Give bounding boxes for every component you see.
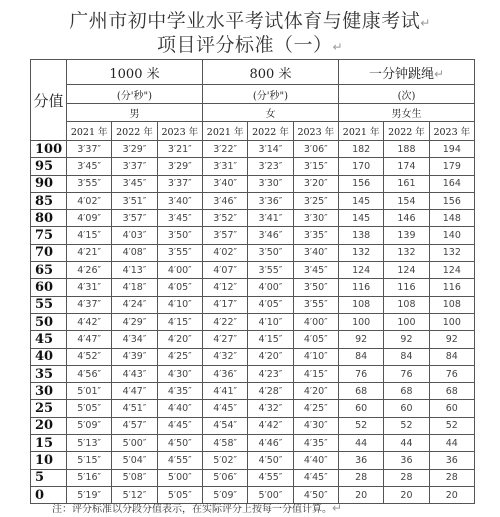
table-cell: 4′15″ [248, 331, 293, 348]
table-cell: 76 [338, 365, 383, 382]
table-cell: 4′22″ [202, 313, 247, 330]
table-row [31, 435, 475, 452]
table-cell: 4′05″ [293, 331, 338, 348]
table-cell: 4′39″ [112, 348, 157, 365]
table-cell: 4′45″ [293, 469, 338, 486]
table-cell: 5′19″ [67, 486, 112, 503]
paragraph-mark-icon: ↵ [332, 40, 344, 54]
table-cell: 4′20″ [157, 331, 202, 348]
table-cell: 3′55″ [157, 244, 202, 261]
table-cell: 156 [429, 192, 474, 209]
table-row [31, 262, 475, 279]
table-cell: 5′04″ [112, 452, 157, 469]
table-cell: 3′46″ [202, 192, 247, 209]
event-header-rope-skipping: 一分钟跳绳↵ [338, 60, 474, 85]
table-cell: 3′45″ [157, 210, 202, 227]
table-cell: 4′54″ [202, 417, 247, 434]
table-cell: 4′45″ [157, 417, 202, 434]
table-cell: 132 [429, 244, 474, 261]
score-value: 65 [31, 262, 67, 279]
table-cell: 4′28″ [248, 383, 293, 400]
table-cell: 5′12″ [112, 486, 157, 503]
table-cell: 4′55″ [248, 469, 293, 486]
table-cell: 3′31″ [202, 158, 247, 175]
table-cell: 145 [338, 210, 383, 227]
table-cell: 4′56″ [67, 365, 112, 382]
document-title-line2: 项目评分标准（一）↵ [156, 34, 344, 56]
table-row [31, 296, 475, 313]
table-cell: 5′16″ [67, 469, 112, 486]
table-cell: 3′36″ [248, 192, 293, 209]
table-cell: 68 [338, 383, 383, 400]
score-value: 90 [31, 175, 67, 192]
table-cell: 3′55″ [248, 262, 293, 279]
table-cell: 3′30″ [248, 175, 293, 192]
table-cell: 5′05″ [67, 400, 112, 417]
table-cell: 116 [338, 279, 383, 296]
year-header: 2023 年 [429, 122, 474, 141]
table-cell: 3′40″ [157, 192, 202, 209]
table-cell: 3′45″ [112, 175, 157, 192]
table-cell: 4′02″ [202, 244, 247, 261]
table-cell: 4′47″ [112, 383, 157, 400]
table-cell: 156 [338, 175, 383, 192]
score-value: 35 [31, 365, 67, 382]
table-cell: 20 [338, 486, 383, 503]
table-cell: 3′37″ [67, 141, 112, 158]
table-row [31, 469, 475, 486]
score-value: 40 [31, 348, 67, 365]
table-cell: 92 [429, 331, 474, 348]
table-cell: 4′42″ [67, 313, 112, 330]
score-value: 5 [31, 469, 67, 486]
table-cell: 4′29″ [112, 313, 157, 330]
table-row [31, 141, 475, 158]
score-value: 45 [31, 331, 67, 348]
table-cell: 4′21″ [67, 244, 112, 261]
table-cell: 3′40″ [293, 244, 338, 261]
table-cell: 4′43″ [112, 365, 157, 382]
table-cell: 3′23″ [248, 158, 293, 175]
year-header: 2022 年 [248, 122, 293, 141]
table-cell: 4′52″ [67, 348, 112, 365]
year-header: 2023 年 [157, 122, 202, 141]
table-cell: 68 [384, 383, 429, 400]
table-cell: 3′14″ [248, 141, 293, 158]
table-cell: 76 [429, 365, 474, 382]
document-title-line1: 广州市初中学业水平考试体育与健康考试↵ [69, 10, 431, 32]
table-cell: 4′36″ [202, 365, 247, 382]
table-cell: 100 [338, 313, 383, 330]
table-row [31, 452, 475, 469]
table-cell: 4′25″ [293, 400, 338, 417]
table-cell: 124 [338, 262, 383, 279]
table-cell: 139 [384, 227, 429, 244]
scoring-standard-table [30, 59, 475, 504]
table-cell: 4′31″ [67, 279, 112, 296]
table-cell: 3′57″ [202, 227, 247, 244]
table-cell: 4′58″ [202, 435, 247, 452]
table-cell: 3′45″ [293, 262, 338, 279]
table-cell: 5′02″ [202, 452, 247, 469]
table-cell: 108 [338, 296, 383, 313]
table-cell: 4′10″ [293, 348, 338, 365]
unit-header-800m: (分'秒") [202, 85, 338, 104]
table-cell: 4′37″ [67, 296, 112, 313]
table-cell: 3′55″ [293, 296, 338, 313]
table-cell: 3′37″ [157, 175, 202, 192]
table-cell: 3′29″ [157, 158, 202, 175]
table-cell: 52 [384, 417, 429, 434]
table-row [31, 348, 475, 365]
table-cell: 3′30″ [293, 210, 338, 227]
table-cell: 44 [384, 435, 429, 452]
score-value: 95 [31, 158, 67, 175]
score-value: 85 [31, 192, 67, 209]
table-cell: 170 [338, 158, 383, 175]
table-cell: 4′09″ [67, 210, 112, 227]
table-row [31, 383, 475, 400]
table-cell: 28 [384, 469, 429, 486]
table-cell: 3′52″ [202, 210, 247, 227]
table-cell: 154 [384, 192, 429, 209]
table-cell: 4′46″ [248, 435, 293, 452]
table-cell: 84 [338, 348, 383, 365]
table-row [31, 417, 475, 434]
table-row [31, 400, 475, 417]
table-cell: 52 [338, 417, 383, 434]
table-row [31, 279, 475, 296]
table-cell: 92 [338, 331, 383, 348]
table-cell: 4′55″ [157, 452, 202, 469]
score-value: 55 [31, 296, 67, 313]
table-cell: 140 [429, 227, 474, 244]
paragraph-mark-icon: ↵ [433, 66, 445, 81]
table-cell: 4′50″ [293, 486, 338, 503]
table-cell: 5′05″ [157, 486, 202, 503]
table-cell: 60 [338, 400, 383, 417]
table-cell: 4′05″ [157, 279, 202, 296]
table-cell: 4′20″ [248, 348, 293, 365]
table-cell: 4′35″ [293, 435, 338, 452]
table-cell: 3′45″ [67, 158, 112, 175]
table-cell: 5′13″ [67, 435, 112, 452]
score-value: 70 [31, 244, 67, 261]
table-cell: 5′06″ [202, 469, 247, 486]
table-cell: 20 [384, 486, 429, 503]
footnote: 注：评分标准以分段分值表示，在实际评分上按每一分值计算。↵ [52, 501, 343, 515]
table-cell: 100 [384, 313, 429, 330]
sex-header-both: 男女生 [338, 104, 474, 122]
table-cell: 4′47″ [67, 331, 112, 348]
table-row [31, 175, 475, 192]
table-cell: 36 [338, 452, 383, 469]
table-cell: 100 [429, 313, 474, 330]
table-cell: 92 [384, 331, 429, 348]
table-cell: 188 [384, 141, 429, 158]
table-cell: 28 [338, 469, 383, 486]
table-cell: 4′13″ [112, 262, 157, 279]
event-header-800m: 800 米 [202, 60, 338, 85]
table-cell: 4′25″ [157, 348, 202, 365]
table-cell: 3′46″ [248, 227, 293, 244]
score-value: 75 [31, 227, 67, 244]
table-cell: 108 [429, 296, 474, 313]
year-header: 2022 年 [384, 122, 429, 141]
year-header: 2023 年 [293, 122, 338, 141]
score-value: 30 [31, 383, 67, 400]
score-value: 15 [31, 435, 67, 452]
table-cell: 4′26″ [67, 262, 112, 279]
table-row [31, 192, 475, 209]
table-cell: 3′37″ [112, 158, 157, 175]
table-cell: 84 [384, 348, 429, 365]
table-cell: 4′15″ [157, 313, 202, 330]
table-cell: 148 [429, 210, 474, 227]
table-cell: 4′42″ [248, 417, 293, 434]
table-cell: 5′00″ [157, 469, 202, 486]
table-cell: 3′50″ [157, 227, 202, 244]
table-cell: 4′00″ [248, 279, 293, 296]
table-cell: 3′35″ [293, 227, 338, 244]
table-cell: 4′00″ [157, 262, 202, 279]
table-cell: 174 [384, 158, 429, 175]
table-cell: 4′15″ [67, 227, 112, 244]
table-cell: 4′00″ [293, 313, 338, 330]
table-cell: 5′00″ [248, 486, 293, 503]
table-row [31, 331, 475, 348]
table-cell: 68 [429, 383, 474, 400]
event-header-1000m: 1000 米 [67, 60, 203, 85]
table-cell: 5′08″ [112, 469, 157, 486]
table-cell: 4′40″ [157, 400, 202, 417]
table-cell: 36 [429, 452, 474, 469]
table-cell: 4′24″ [112, 296, 157, 313]
table-cell: 3′25″ [293, 192, 338, 209]
table-row [31, 210, 475, 227]
table-cell: 3′20″ [293, 175, 338, 192]
table-cell: 132 [338, 244, 383, 261]
table-cell: 4′18″ [112, 279, 157, 296]
table-cell: 164 [429, 175, 474, 192]
paragraph-mark-icon: ↵ [332, 501, 343, 515]
paragraph-mark-icon: ↵ [420, 16, 431, 30]
table-cell: 4′27″ [202, 331, 247, 348]
table-cell: 4′40″ [293, 452, 338, 469]
table-cell: 60 [384, 400, 429, 417]
table-cell: 3′40″ [202, 175, 247, 192]
table-cell: 4′50″ [157, 435, 202, 452]
score-value: 20 [31, 417, 67, 434]
table-row [31, 365, 475, 382]
table-cell: 4′32″ [248, 400, 293, 417]
table-cell: 44 [429, 435, 474, 452]
table-cell: 194 [429, 141, 474, 158]
table-cell: 161 [384, 175, 429, 192]
unit-header-1000m: (分'秒") [67, 85, 203, 104]
table-cell: 3′50″ [293, 279, 338, 296]
table-cell: 76 [384, 365, 429, 382]
table-cell: 4′02″ [67, 192, 112, 209]
table-cell: 4′15″ [293, 365, 338, 382]
table-row [31, 227, 475, 244]
sex-header-male: 男 [67, 104, 203, 122]
table-cell: 4′34″ [112, 331, 157, 348]
table-row [31, 244, 475, 261]
table-cell: 4′07″ [202, 262, 247, 279]
table-cell: 4′05″ [248, 296, 293, 313]
table-cell: 4′50″ [248, 452, 293, 469]
table-cell: 4′17″ [202, 296, 247, 313]
table-cell: 84 [429, 348, 474, 365]
table-cell: 4′08″ [112, 244, 157, 261]
table-cell: 4′51″ [112, 400, 157, 417]
table-cell: 4′45″ [202, 400, 247, 417]
table-cell: 124 [384, 262, 429, 279]
table-cell: 3′15″ [293, 158, 338, 175]
table-cell: 4′30″ [293, 417, 338, 434]
year-header: 2021 年 [338, 122, 383, 141]
table-cell: 4′41″ [202, 383, 247, 400]
table-cell: 4′10″ [248, 313, 293, 330]
table-cell: 4′12″ [202, 279, 247, 296]
score-value: 25 [31, 400, 67, 417]
table-cell: 3′50″ [248, 244, 293, 261]
table-cell: 60 [429, 400, 474, 417]
table-cell: 116 [429, 279, 474, 296]
table-cell: 28 [429, 469, 474, 486]
table-cell: 5′15″ [67, 452, 112, 469]
table-cell: 4′10″ [157, 296, 202, 313]
table-cell: 179 [429, 158, 474, 175]
table-cell: 3′06″ [293, 141, 338, 158]
table-cell: 5′00″ [112, 435, 157, 452]
table-cell: 5′09″ [202, 486, 247, 503]
table-cell: 124 [429, 262, 474, 279]
score-value: 10 [31, 452, 67, 469]
score-value: 0 [31, 486, 67, 503]
table-cell: 4′35″ [157, 383, 202, 400]
table-cell: 4′23″ [248, 365, 293, 382]
sex-header-female: 女 [202, 104, 338, 122]
table-cell: 4′03″ [112, 227, 157, 244]
year-header: 2021 年 [67, 122, 112, 141]
score-column-header: 分值 [31, 60, 67, 141]
table-cell: 182 [338, 141, 383, 158]
score-value: 50 [31, 313, 67, 330]
table-row [31, 313, 475, 330]
table-cell: 145 [338, 192, 383, 209]
table-cell: 4′32″ [202, 348, 247, 365]
year-header: 2022 年 [112, 122, 157, 141]
table-cell: 3′21″ [157, 141, 202, 158]
table-cell: 3′51″ [112, 192, 157, 209]
score-value: 80 [31, 210, 67, 227]
unit-header-rope: (次) [338, 85, 474, 104]
table-cell: 108 [384, 296, 429, 313]
table-cell: 3′57″ [112, 210, 157, 227]
table-cell: 36 [384, 452, 429, 469]
table-cell: 3′22″ [202, 141, 247, 158]
table-cell: 52 [429, 417, 474, 434]
table-cell: 3′29″ [112, 141, 157, 158]
table-cell: 132 [384, 244, 429, 261]
table-cell: 44 [338, 435, 383, 452]
year-header: 2021 年 [202, 122, 247, 141]
table-cell: 3′41″ [248, 210, 293, 227]
score-value: 60 [31, 279, 67, 296]
table-cell: 5′01″ [67, 383, 112, 400]
table-cell: 146 [384, 210, 429, 227]
table-row [31, 158, 475, 175]
table-cell: 4′20″ [293, 383, 338, 400]
table-cell: 4′30″ [157, 365, 202, 382]
table-cell: 3′55″ [67, 175, 112, 192]
table-cell: 138 [338, 227, 383, 244]
table-cell: 20 [429, 486, 474, 503]
table-cell: 4′57″ [112, 417, 157, 434]
score-value: 100 [31, 141, 67, 158]
table-cell: 5′09″ [67, 417, 112, 434]
table-cell: 116 [384, 279, 429, 296]
